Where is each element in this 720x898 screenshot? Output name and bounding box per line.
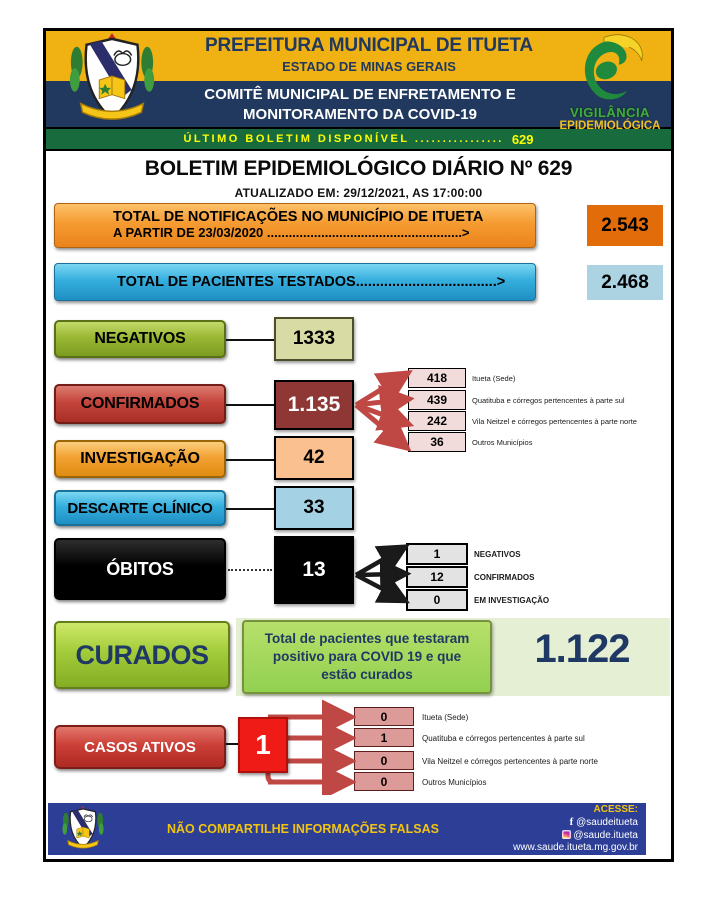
vigilancia-logo (551, 31, 669, 151)
footer-bar (48, 803, 646, 855)
confirmados-breakdown-label: Quatituba e córregos pertencentes à parte sul (472, 396, 625, 405)
confirmados-breakdown-label: Itueta (Sede) (472, 374, 516, 383)
tested-label: TOTAL DE PACIENTES TESTADOS...................................> (117, 274, 506, 290)
confirmados-breakdown-value: 242 (408, 411, 466, 431)
footer-message: NÃO COMPARTILHE INFORMAÇÕES FALSAS (167, 822, 439, 836)
facebook-handle: @saudeitueta (576, 817, 638, 828)
descarte-connector (226, 508, 274, 510)
notifications-total-bar (54, 203, 536, 248)
obitos-breakdown-label: CONFIRMADOS (474, 573, 535, 582)
vigilancia-label: VIGILÂNCIA (569, 105, 651, 120)
casos-ativos-button: CASOS ATIVOS (54, 725, 226, 769)
confirmados-breakdown-value: 418 (408, 368, 466, 388)
casos-ativos-value: 1 (238, 717, 288, 773)
facebook-link[interactable] (496, 816, 638, 830)
obitos-breakdown-value: 12 (406, 566, 468, 588)
investigacao-value: 42 (274, 436, 354, 480)
investigacao-connector (226, 459, 274, 461)
website-link[interactable]: www.saude.itueta.mg.gov.br (513, 842, 638, 853)
instagram-icon (562, 830, 571, 839)
casos-ativos-breakdown-value: 0 (354, 707, 414, 726)
bulletin-page (43, 28, 674, 862)
obitos-arrows (350, 531, 412, 616)
casos-ativos-breakdown-value: 1 (354, 728, 414, 747)
municipality-title: PREFEITURA MUNICIPAL DE ITUETA (205, 35, 533, 56)
confirmados-breakdown-label: Outros Municípios (472, 438, 533, 447)
state-subtitle: ESTADO DE MINAS GERAIS (282, 59, 456, 74)
curados-description: Total de pacientes que testaram positivo para COVID 19 e que estão curados (242, 620, 492, 694)
investigacao-button: INVESTIGAÇÃO (54, 440, 226, 478)
epidemiologica-label: EPIDEMIOLÓGICA (559, 120, 661, 132)
committee-title (174, 85, 546, 125)
negativos-connector (226, 339, 274, 341)
obitos-breakdown-label: EM INVESTIGAÇÃO (474, 596, 550, 605)
footer-coat-of-arms-icon (56, 806, 110, 852)
bulletin-updated-at: ATUALIZADO EM: 29/12/2021, AS 17:00:00 (234, 186, 483, 200)
descarte-button: DESCARTE CLÍNICO (54, 490, 226, 526)
committee-line2: MONITORAMENTO DA COVID-19 (243, 106, 477, 123)
obitos-button: ÓBITOS (54, 538, 226, 600)
tested-total-bar (54, 263, 536, 301)
casos-ativos-breakdown-label: Outros Municípios (422, 778, 487, 787)
obitos-value: 13 (274, 536, 354, 604)
confirmados-value: 1.135 (274, 380, 354, 430)
footer-contact-block (496, 804, 646, 855)
bulletin-title: BOLETIM EPIDEMIOLÓGICO DIÁRIO Nº 629 (144, 157, 573, 180)
confirmados-breakdown-value: 439 (408, 390, 466, 410)
instagram-link[interactable] (496, 830, 638, 843)
confirmados-button: CONFIRMADOS (54, 384, 226, 424)
casos-ativos-connector (226, 743, 238, 745)
confirmados-breakdown-value: 36 (408, 432, 466, 452)
facebook-icon: f (569, 816, 574, 828)
obitos-breakdown-value: 1 (406, 543, 468, 565)
last-bulletin-number: 629 (511, 131, 534, 147)
vigilancia-swirl-icon (571, 33, 649, 105)
obitos-breakdown-label: NEGATIVOS (474, 550, 521, 559)
footer-access-label: ACESSE: (593, 803, 638, 815)
curados-value: 1.122 (534, 627, 630, 671)
negativos-value: 1333 (274, 317, 354, 361)
casos-ativos-breakdown-label: Itueta (Sede) (422, 713, 469, 722)
notifications-total-value: 2.543 (587, 205, 663, 246)
casos-ativos-breakdown-value: 0 (354, 751, 414, 770)
committee-line1: COMITÊ MUNICIPAL DE ENFRETAMENTO E (204, 86, 516, 103)
notifications-label-line2: A PARTIR DE 23/03/2020 ......................................................> (113, 225, 470, 240)
confirmados-breakdown-label: Vila Neitzel e córregos pertencentes à parte norte (472, 417, 637, 426)
casos-ativos-breakdown-label: Vila Neitzel e córregos pertencentes à parte norte (422, 757, 598, 766)
confirmados-arrows (350, 361, 414, 453)
confirmados-connector (226, 404, 274, 406)
obitos-connector (228, 569, 272, 571)
casos-ativos-breakdown-label: Quatituba e córregos pertencentes à parte sul (422, 734, 585, 743)
notifications-label-line1: TOTAL DE NOTIFICAÇÕES NO MUNICÍPIO DE ITUETA (113, 209, 484, 225)
casos-ativos-breakdown-value: 0 (354, 772, 414, 791)
instagram-handle: @saude.itueta (573, 829, 638, 841)
last-bulletin-label: ÚLTIMO BOLETIM DISPONÍVEL ................ (183, 133, 504, 145)
descarte-value: 33 (274, 486, 354, 530)
negativos-button: NEGATIVOS (54, 320, 226, 358)
itueta-coat-of-arms-icon (58, 33, 166, 127)
obitos-breakdown-value: 0 (406, 589, 468, 611)
curados-button: CURADOS (54, 621, 230, 689)
tested-total-value: 2.468 (587, 265, 663, 300)
